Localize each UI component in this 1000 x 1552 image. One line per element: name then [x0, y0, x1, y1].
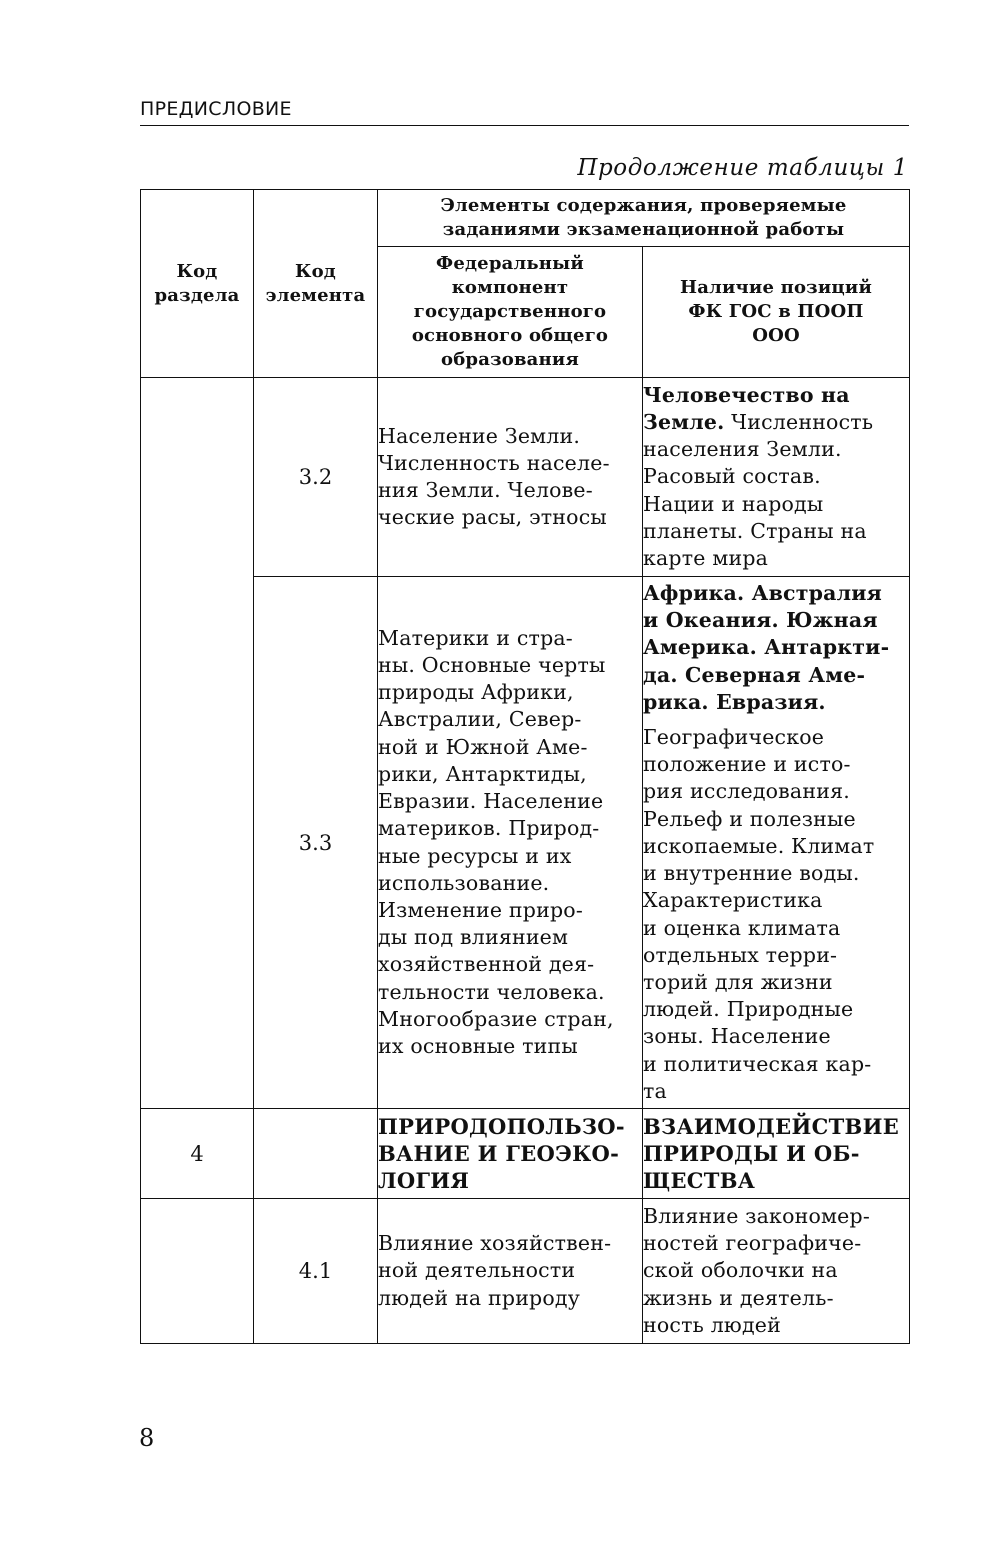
header-element-code: Код элемента [254, 190, 378, 378]
poop-content: Человечество на Земле. Численность населения Земли. Расовый состав. Нации и народы планеты. Страны на карте мира [643, 378, 910, 577]
poop-content: Влияние закономер- ностей географиче- ской оболочки на жизнь и деятель- ность людей [643, 1199, 910, 1344]
content-table [140, 189, 910, 1344]
section-code: 4 [141, 1109, 254, 1199]
section-code-empty [141, 1199, 254, 1344]
table-row [141, 1199, 910, 1344]
header-poop: Наличие позиций ФК ГОС в ПООП ООО [643, 247, 910, 378]
poop-content: Африка. Австралия и Океания. Южная Америка. Антаркти- да. Северная Аме- рика. Евразия. Географическое положение и исто- рия исследования. Рельеф и полезные ископаемые. Климат и внутренние воды. Характеристика и оценка климата отдельных терри- торий для жизни людей. Природные зоны. Население и политическая кар- та [643, 577, 910, 1109]
section-title-fk: ПРИРОДОПОЛЬЗО- ВАНИЕ И ГЕОЭКО- ЛОГИЯ [378, 1109, 643, 1199]
header-section-code: Код раздела [141, 190, 254, 378]
table-row [141, 1109, 910, 1199]
element-code-empty [254, 1109, 378, 1199]
element-code: 3.3 [254, 577, 378, 1109]
element-code: 4.1 [254, 1199, 378, 1344]
section-title-poop: ВЗАИМОДЕЙСТВИЕ ПРИРОДЫ И ОБ- ЩЕСТВА [643, 1109, 910, 1199]
fk-content: Влияние хозяйствен- ной деятельности людей на природу [378, 1199, 643, 1344]
header-fk-gos: Федеральный компонент государственного основного общего образования [378, 247, 643, 378]
section-code-cell [141, 378, 254, 1109]
page-number: 8 [139, 1424, 155, 1452]
table-caption: Продолжение таблицы 1 [577, 155, 908, 181]
fk-content: Материки и стра- ны. Основные черты природы Африки, Австралии, Север- ной и Южной Аме- рики, Антарктиды, Евразии. Население материков. Природ- ные ресурсы и их использование. Изменение приро- ды под влиянием хозяйственной дея- тельности человека. Многообразие стран, их основные типы [378, 577, 643, 1109]
running-head: ПРЕДИСЛОВИЕ [140, 98, 292, 120]
element-code: 3.2 [254, 378, 378, 577]
table-row [141, 577, 910, 1109]
header-group-title: Элементы содержания, проверяемые заданиями экзаменационной работы [378, 190, 910, 247]
table-row [141, 378, 910, 577]
header-rule [140, 125, 909, 126]
fk-content: Население Земли. Численность населе- ния Земли. Челове- ческие расы, этносы [378, 378, 643, 577]
